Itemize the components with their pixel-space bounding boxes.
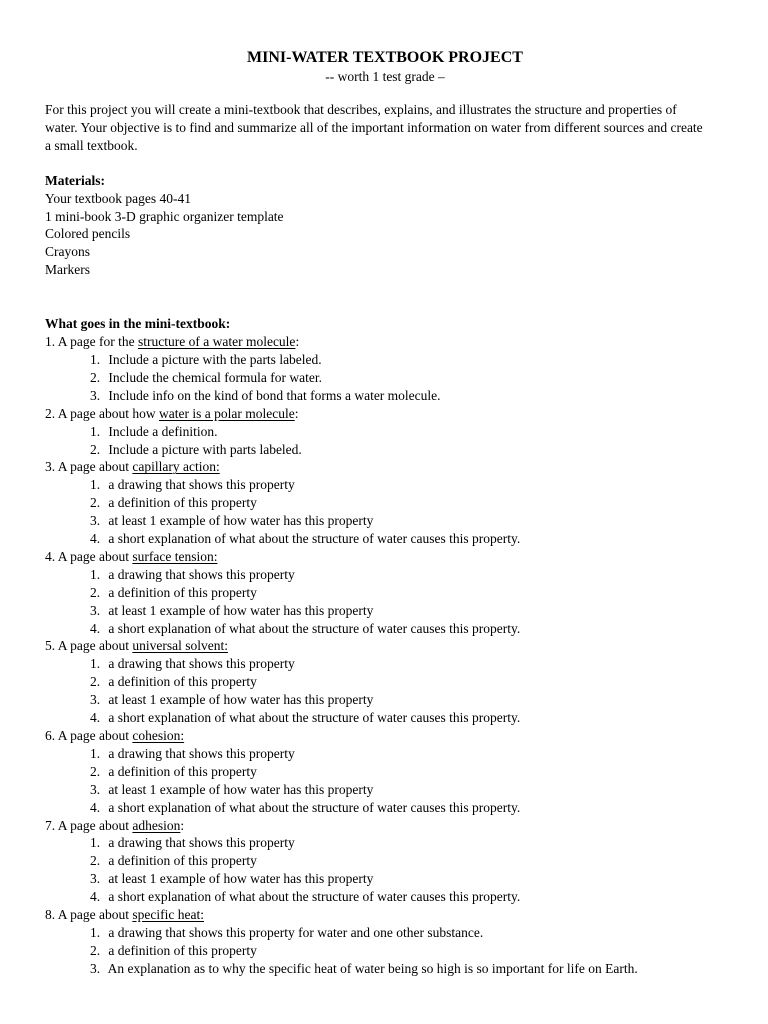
contents-subitem-text: at least 1 example of how water has this property: [108, 871, 374, 887]
contents-item: [45, 906, 725, 978]
contents-item-topic: capillary action:: [132, 459, 220, 475]
materials-item: Your textbook pages 40-41: [45, 190, 191, 206]
contents-item-prefix: A page about how: [57, 405, 159, 421]
document-page: [45, 48, 725, 978]
contents-item-prefix: A page about: [57, 817, 133, 833]
contents-item-number: 2.: [45, 405, 56, 421]
contents-subitem-text: Include the chemical formula for water.: [108, 369, 323, 385]
contents-subitem-number: 2.: [90, 763, 101, 779]
contents-heading: What goes in the mini-textbook:: [45, 316, 231, 332]
contents-subitem-number: 2.: [90, 441, 101, 457]
contents-item-number: 5.: [45, 638, 56, 654]
contents-item-heading: [45, 405, 725, 423]
contents-subitem: [90, 441, 725, 459]
contents-subitem-text: a definition of this property: [108, 674, 257, 690]
contents-subitem-number: 4.: [90, 889, 101, 905]
contents-subitem-text: Include info on the kind of bond that forms a water molecule.: [108, 387, 441, 403]
contents-item-topic: adhesion: [132, 817, 181, 833]
contents-subitem: [90, 369, 725, 387]
contents-item-topic: universal solvent:: [132, 638, 228, 654]
contents-subitem-number: 3.: [90, 513, 101, 529]
contents-subitem-text: a short explanation of what about the structure of water causes this property.: [108, 799, 521, 815]
contents-subitem-text: a drawing that shows this property: [108, 745, 295, 761]
contents-item-heading: [45, 333, 725, 351]
contents-subitem-text: a short explanation of what about the structure of water causes this property.: [108, 710, 521, 726]
contents-subitem: [90, 620, 725, 638]
contents-item: [45, 637, 725, 727]
contents-subitem: [90, 602, 725, 620]
contents-subitem-number: 1.: [90, 423, 101, 439]
contents-subitem-number: 1.: [90, 924, 101, 940]
contents-item-number: 1.: [45, 334, 56, 350]
contents-subitem-list: [45, 655, 725, 727]
contents-subitem: [90, 691, 725, 709]
contents-subitem-number: 3.: [90, 387, 101, 403]
contents-subitem: [90, 852, 725, 870]
contents-subitem-number: 3.: [90, 960, 101, 976]
contents-subitem-text: Include a definition.: [108, 423, 218, 439]
contents-subitem-list: [45, 834, 725, 906]
contents-subitem-number: 1.: [90, 566, 101, 582]
contents-subitem: [90, 584, 725, 602]
contents-subitem: [90, 655, 725, 673]
contents-subitem-text: Include a picture with the parts labeled.: [108, 351, 322, 367]
materials-item: Markers: [45, 262, 90, 278]
contents-subitem-list: [45, 924, 725, 978]
contents-subitem-text: a short explanation of what about the structure of water causes this property.: [108, 531, 521, 547]
contents-subitem-number: 3.: [90, 871, 101, 887]
contents-item-prefix: A page about: [57, 728, 133, 743]
contents-section: [45, 315, 725, 978]
contents-subitem-number: 4.: [90, 799, 101, 815]
contents-subitem-number: 1.: [90, 477, 101, 493]
contents-list: [45, 333, 725, 978]
contents-item-prefix: A page about: [57, 907, 133, 923]
contents-item-prefix: A page about: [57, 459, 133, 475]
contents-item-heading: [45, 817, 725, 835]
contents-subitem-text: at least 1 example of how water has this property: [108, 692, 374, 708]
contents-subitem: [90, 387, 725, 405]
contents-item-number: 6.: [45, 728, 56, 743]
contents-subitem-text: Include a picture with parts labeled.: [108, 441, 302, 457]
contents-subitem-text: at least 1 example of how water has this property: [108, 781, 374, 797]
contents-item-heading: [45, 458, 725, 476]
document-subtitle: -- worth 1 test grade –: [325, 69, 445, 84]
contents-item-heading: [45, 727, 725, 745]
contents-subitem: [90, 512, 725, 530]
contents-subitem: [90, 834, 725, 852]
contents-item-prefix: A page about: [57, 548, 133, 564]
contents-item-heading: [45, 548, 725, 566]
contents-subitem: [90, 924, 725, 942]
contents-item-topic: specific heat:: [132, 907, 204, 923]
materials-list: [45, 190, 725, 280]
contents-subitem-text: a definition of this property: [108, 942, 257, 958]
contents-item-number: 8.: [45, 907, 56, 923]
contents-subitem: [90, 942, 725, 960]
contents-subitem-number: 2.: [90, 584, 101, 600]
contents-subitem-number: 4.: [90, 620, 101, 636]
document-title: MINI-WATER TEXTBOOK PROJECT: [247, 49, 523, 66]
materials-item: Crayons: [45, 244, 90, 260]
contents-subitem-list: [45, 423, 725, 459]
contents-subitem-list: [45, 351, 725, 405]
materials-item: Colored pencils: [45, 226, 131, 242]
contents-subitem: [90, 673, 725, 691]
contents-subitem: [90, 763, 725, 781]
contents-item-heading: [45, 906, 725, 924]
contents-subitem-text: a definition of this property: [108, 584, 257, 600]
contents-item: [45, 333, 725, 405]
contents-item: [45, 548, 725, 638]
contents-subitem: [90, 476, 725, 494]
contents-subitem-list: [45, 566, 725, 638]
contents-subitem-text: a drawing that shows this property for water and one other substance.: [108, 924, 484, 940]
materials-heading: Materials:: [45, 172, 105, 188]
contents-subitem: [90, 423, 725, 441]
contents-subitem: [90, 494, 725, 512]
contents-subitem-number: 1.: [90, 745, 101, 761]
contents-subitem: [90, 799, 725, 817]
materials-section: [45, 172, 725, 279]
contents-subitem: [90, 351, 725, 369]
contents-subitem-number: 2.: [90, 942, 101, 958]
contents-subitem-text: a drawing that shows this property: [108, 835, 295, 851]
contents-subitem: [90, 870, 725, 888]
contents-subitem-text: a drawing that shows this property: [108, 656, 295, 672]
contents-subitem-text: a drawing that shows this property: [108, 477, 295, 493]
materials-item: 1 mini-book 3-D graphic organizer template: [45, 208, 284, 224]
contents-item: [45, 405, 725, 459]
contents-item-suffix: :: [180, 817, 185, 833]
contents-item-topic: structure of a water molecule: [138, 334, 296, 350]
contents-item-suffix: :: [295, 334, 300, 350]
contents-subitem-text: at least 1 example of how water has this property: [108, 513, 374, 529]
contents-subitem-list: [45, 745, 725, 817]
contents-subitem-text: a definition of this property: [108, 495, 257, 511]
contents-subitem-number: 4.: [90, 531, 101, 547]
contents-subitem-number: 3.: [90, 692, 101, 708]
contents-subitem-number: 4.: [90, 710, 101, 726]
contents-subitem: [90, 888, 725, 906]
contents-subitem-text: An explanation as to why the specific heat of water being so high is so important for life on Earth.: [107, 960, 638, 976]
contents-subitem-number: 3.: [90, 781, 101, 797]
contents-subitem-text: a definition of this property: [108, 853, 257, 869]
contents-item-topic: cohesion:: [132, 728, 185, 743]
contents-item: [45, 458, 725, 548]
contents-item-topic: surface tension:: [132, 548, 218, 564]
contents-subitem-number: 2.: [90, 853, 101, 869]
contents-item-heading: [45, 637, 725, 655]
contents-subitem-list: [45, 476, 725, 548]
contents-item: [45, 817, 725, 907]
contents-item-suffix: :: [294, 405, 299, 421]
contents-subitem: [90, 530, 725, 548]
contents-subitem-number: 2.: [90, 674, 101, 690]
contents-item-prefix: A page about: [57, 638, 133, 654]
contents-subitem: [90, 566, 725, 584]
contents-subitem: [90, 745, 725, 763]
contents-subitem-text: at least 1 example of how water has this property: [108, 602, 374, 618]
contents-subitem-text: a short explanation of what about the structure of water causes this property.: [108, 620, 521, 636]
contents-subitem-text: a definition of this property: [108, 763, 257, 779]
contents-subitem: [90, 781, 725, 799]
contents-subitem-number: 1.: [90, 656, 101, 672]
contents-item-number: 4.: [45, 548, 56, 564]
contents-subitem-text: a short explanation of what about the structure of water causes this property.: [108, 889, 521, 905]
contents-subitem: [90, 960, 725, 978]
contents-subitem-text: a drawing that shows this property: [108, 566, 295, 582]
contents-item-number: 7.: [45, 817, 56, 833]
contents-item-topic: water is a polar molecule: [159, 405, 295, 421]
contents-subitem-number: 2.: [90, 495, 101, 511]
intro-paragraph: For this project you will create a mini-textbook that describes, explains, and illustrates the structure and properties of water. Your objective is to find and summarize all of the important information on water from different sources and create a small textbook.: [45, 102, 703, 153]
contents-subitem-number: 1.: [90, 835, 101, 851]
contents-item: [45, 727, 725, 817]
contents-item-prefix: A page for the: [57, 334, 138, 350]
contents-subitem-number: 2.: [90, 369, 101, 385]
contents-item-number: 3.: [45, 459, 56, 475]
contents-subitem-number: 3.: [90, 602, 101, 618]
contents-subitem: [90, 709, 725, 727]
contents-subitem-number: 1.: [90, 351, 101, 367]
